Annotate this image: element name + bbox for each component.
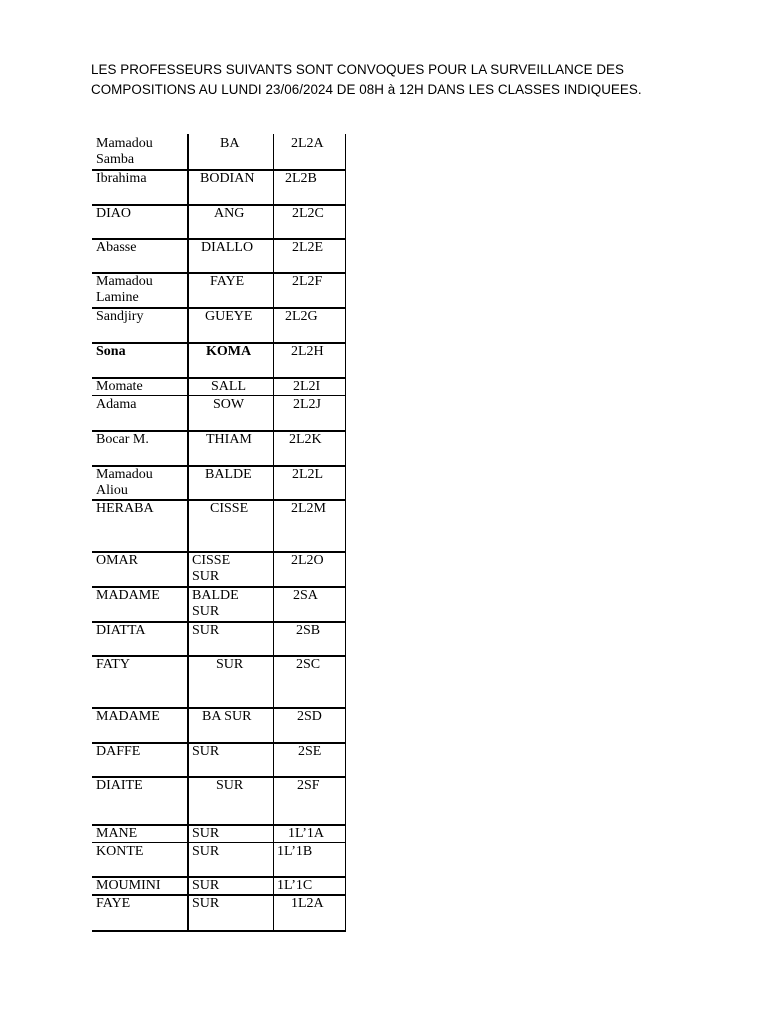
first-name-cell: FAYE xyxy=(96,896,131,911)
last-name-cell: THIAM xyxy=(206,432,252,447)
first-name-cell: DAFFE xyxy=(96,744,141,759)
first-name-cell: Mamadou xyxy=(96,136,153,151)
class-cell: 2L2O xyxy=(291,553,324,568)
last-name-cell: SALL xyxy=(211,379,246,394)
first-name-cell: FATY xyxy=(96,657,130,672)
last-name-cell: CISSE xyxy=(210,501,249,516)
first-name-cell: Sona xyxy=(96,344,126,359)
first-name-cell-line-2: Lamine xyxy=(96,290,139,305)
class-cell: 2L2K xyxy=(289,432,322,447)
last-name-cell: FAYE xyxy=(210,274,245,289)
class-cell: 2SB xyxy=(296,623,321,638)
class-cell: 2L2E xyxy=(292,240,324,255)
class-cell: 1L’1A xyxy=(288,826,325,841)
last-name-cell-line-2: SUR xyxy=(192,569,220,584)
first-name-cell: Momate xyxy=(96,379,143,394)
first-name-cell: MOUMINI xyxy=(96,878,161,893)
column-divider xyxy=(187,134,189,930)
class-cell: 2L2H xyxy=(291,344,324,359)
class-cell: 2L2L xyxy=(292,467,324,482)
class-cell: 2SE xyxy=(298,744,322,759)
last-name-cell: BA SUR xyxy=(202,709,252,724)
first-name-cell: HERABA xyxy=(96,501,154,516)
first-name-cell: DIAITE xyxy=(96,778,143,793)
last-name-cell: CISSE xyxy=(192,553,231,568)
first-name-cell: MANE xyxy=(96,826,138,841)
last-name-cell: SUR xyxy=(192,844,220,859)
last-name-cell: BALDE xyxy=(205,467,252,482)
heading-line-1: LES PROFESSEURS SUIVANTS SONT CONVOQUES POUR LA SURVEILLANCE DES xyxy=(91,62,625,77)
first-name-cell-line-2: Aliou xyxy=(96,483,128,498)
column-divider xyxy=(273,134,274,930)
first-name-cell: MADAME xyxy=(96,709,160,724)
assignment-table xyxy=(92,0,346,1024)
last-name-cell: SUR xyxy=(192,826,220,841)
first-name-cell: Mamadou xyxy=(96,274,153,289)
last-name-cell: BA xyxy=(220,136,240,151)
class-cell: 2SC xyxy=(296,657,321,672)
class-cell: 1L2A xyxy=(291,896,324,911)
first-name-cell: Bocar M. xyxy=(96,432,149,447)
first-name-cell: Mamadou xyxy=(96,467,153,482)
first-name-cell: DIATTA xyxy=(96,623,146,638)
row-divider xyxy=(92,930,346,932)
last-name-cell: SOW xyxy=(213,397,245,412)
last-name-cell: KOMA xyxy=(206,344,252,359)
first-name-cell: KONTE xyxy=(96,844,144,859)
last-name-cell: SUR xyxy=(192,744,220,759)
last-name-cell: SUR xyxy=(192,878,220,893)
first-name-cell: OMAR xyxy=(96,553,139,568)
class-cell: 2L2I xyxy=(293,379,321,394)
last-name-cell: BALDE xyxy=(192,588,239,603)
last-name-cell: SUR xyxy=(216,778,244,793)
class-cell: 2SD xyxy=(297,709,322,724)
last-name-cell: DIALLO xyxy=(201,240,254,255)
column-divider xyxy=(345,134,346,930)
first-name-cell: DIAO xyxy=(96,206,131,221)
class-cell: 2L2J xyxy=(293,397,321,412)
last-name-cell-line-2: SUR xyxy=(192,604,220,619)
first-name-cell: Sandjiry xyxy=(96,309,144,324)
last-name-cell: ANG xyxy=(214,206,245,221)
class-cell: 2SA xyxy=(293,588,318,603)
first-name-cell-line-2: Samba xyxy=(96,152,135,167)
last-name-cell: SUR xyxy=(216,657,244,672)
class-cell: 2L2M xyxy=(291,501,326,516)
class-cell: 2SF xyxy=(297,778,320,793)
first-name-cell: MADAME xyxy=(96,588,160,603)
class-cell: 1L’1C xyxy=(277,878,313,893)
class-cell: 1L’1B xyxy=(277,844,313,859)
last-name-cell: GUEYE xyxy=(205,309,253,324)
first-name-cell: Abasse xyxy=(96,240,137,255)
class-cell: 2L2C xyxy=(292,206,324,221)
class-cell: 2L2B xyxy=(285,171,317,186)
class-cell: 2L2A xyxy=(291,136,324,151)
first-name-cell: Adama xyxy=(96,397,137,412)
last-name-cell: SUR xyxy=(192,623,220,638)
last-name-cell: SUR xyxy=(192,896,220,911)
heading-line-2: COMPOSITIONS AU LUNDI 23/06/2024 DE 08H à 12H DANS LES CLASSES INDIQUEES. xyxy=(91,82,642,97)
first-name-cell: Ibrahima xyxy=(96,171,147,186)
last-name-cell: BODIAN xyxy=(200,171,255,186)
class-cell: 2L2G xyxy=(285,309,318,324)
class-cell: 2L2F xyxy=(292,274,323,289)
